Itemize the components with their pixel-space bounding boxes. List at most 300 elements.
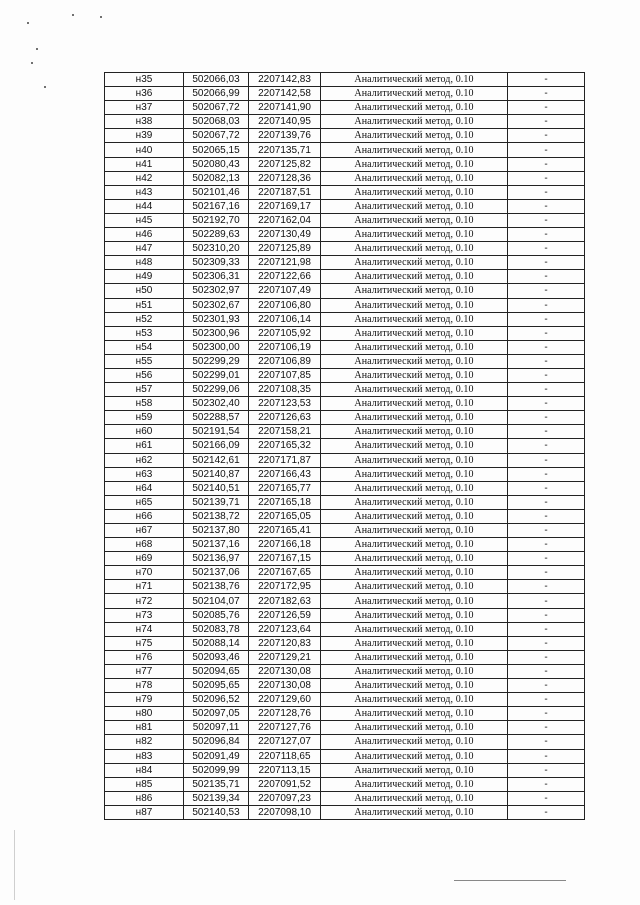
y-coordinate-cell: 2207106,89 — [249, 354, 321, 368]
table-row — [105, 157, 585, 171]
point-name-cell: н72 — [105, 594, 184, 608]
point-name-cell: н84 — [105, 763, 184, 777]
extra-cell: - — [508, 354, 585, 368]
point-name-cell: н39 — [105, 129, 184, 143]
x-coordinate-cell: 502137,80 — [184, 524, 249, 538]
x-coordinate-cell: 502306,31 — [184, 270, 249, 284]
table-row — [105, 101, 585, 115]
extra-cell: - — [508, 115, 585, 129]
x-coordinate-cell: 502138,72 — [184, 509, 249, 523]
point-name-cell: н50 — [105, 284, 184, 298]
x-coordinate-cell: 502082,13 — [184, 171, 249, 185]
point-name-cell: н78 — [105, 679, 184, 693]
y-coordinate-cell: 2207171,87 — [249, 453, 321, 467]
table-row — [105, 552, 585, 566]
y-coordinate-cell: 2207107,49 — [249, 284, 321, 298]
method-cell: Аналитический метод, 0.10 — [321, 453, 508, 467]
x-coordinate-cell: 502301,93 — [184, 312, 249, 326]
point-name-cell: н83 — [105, 749, 184, 763]
table-row — [105, 664, 585, 678]
y-coordinate-cell: 2207126,59 — [249, 608, 321, 622]
point-name-cell: н85 — [105, 777, 184, 791]
method-cell: Аналитический метод, 0.10 — [321, 481, 508, 495]
y-coordinate-cell: 2207130,08 — [249, 679, 321, 693]
y-coordinate-cell: 2207139,76 — [249, 129, 321, 143]
y-coordinate-cell: 2207187,51 — [249, 185, 321, 199]
method-cell: Аналитический метод, 0.10 — [321, 805, 508, 819]
x-coordinate-cell: 502138,76 — [184, 580, 249, 594]
table-row — [105, 679, 585, 693]
method-cell: Аналитический метод, 0.10 — [321, 368, 508, 382]
x-coordinate-cell: 502167,16 — [184, 199, 249, 213]
x-coordinate-cell: 502083,78 — [184, 622, 249, 636]
point-name-cell: н68 — [105, 538, 184, 552]
method-cell: Аналитический метод, 0.10 — [321, 340, 508, 354]
extra-cell: - — [508, 101, 585, 115]
extra-cell: - — [508, 73, 585, 87]
y-coordinate-cell: 2207108,35 — [249, 383, 321, 397]
point-name-cell: н65 — [105, 495, 184, 509]
table-row — [105, 439, 585, 453]
x-coordinate-cell: 502300,00 — [184, 340, 249, 354]
x-coordinate-cell: 502139,34 — [184, 791, 249, 805]
point-name-cell: н73 — [105, 608, 184, 622]
y-coordinate-cell: 2207113,15 — [249, 763, 321, 777]
y-coordinate-cell: 2207126,63 — [249, 411, 321, 425]
extra-cell: - — [508, 509, 585, 523]
point-name-cell: н44 — [105, 199, 184, 213]
method-cell: Аналитический метод, 0.10 — [321, 87, 508, 101]
extra-cell: - — [508, 552, 585, 566]
point-name-cell: н71 — [105, 580, 184, 594]
x-coordinate-cell: 502191,54 — [184, 425, 249, 439]
table-row — [105, 228, 585, 242]
method-cell: Аналитический метод, 0.10 — [321, 636, 508, 650]
table-row — [105, 721, 585, 735]
table-row — [105, 509, 585, 523]
method-cell: Аналитический метод, 0.10 — [321, 693, 508, 707]
method-cell: Аналитический метод, 0.10 — [321, 270, 508, 284]
y-coordinate-cell: 2207106,14 — [249, 312, 321, 326]
extra-cell: - — [508, 679, 585, 693]
method-cell: Аналитический метод, 0.10 — [321, 199, 508, 213]
table-row — [105, 495, 585, 509]
method-cell: Аналитический метод, 0.10 — [321, 171, 508, 185]
x-coordinate-cell: 502166,09 — [184, 439, 249, 453]
extra-cell: - — [508, 256, 585, 270]
table-row — [105, 87, 585, 101]
method-cell: Аналитический метод, 0.10 — [321, 552, 508, 566]
extra-cell: - — [508, 213, 585, 227]
x-coordinate-cell: 502096,84 — [184, 735, 249, 749]
point-name-cell: н63 — [105, 467, 184, 481]
table-row — [105, 312, 585, 326]
point-name-cell: н76 — [105, 650, 184, 664]
y-coordinate-cell: 2207135,71 — [249, 143, 321, 157]
extra-cell: - — [508, 580, 585, 594]
x-coordinate-cell: 502299,29 — [184, 354, 249, 368]
method-cell: Аналитический метод, 0.10 — [321, 439, 508, 453]
method-cell: Аналитический метод, 0.10 — [321, 467, 508, 481]
x-coordinate-cell: 502310,20 — [184, 242, 249, 256]
y-coordinate-cell: 2207121,98 — [249, 256, 321, 270]
point-name-cell: н79 — [105, 693, 184, 707]
y-coordinate-cell: 2207166,43 — [249, 467, 321, 481]
extra-cell: - — [508, 439, 585, 453]
method-cell: Аналитический метод, 0.10 — [321, 256, 508, 270]
x-coordinate-cell: 502066,03 — [184, 73, 249, 87]
y-coordinate-cell: 2207167,15 — [249, 552, 321, 566]
table-row — [105, 650, 585, 664]
table-row — [105, 524, 585, 538]
y-coordinate-cell: 2207105,92 — [249, 326, 321, 340]
point-name-cell: н64 — [105, 481, 184, 495]
y-coordinate-cell: 2207142,83 — [249, 73, 321, 87]
point-name-cell: н52 — [105, 312, 184, 326]
scan-speck — [27, 22, 29, 24]
method-cell: Аналитический метод, 0.10 — [321, 73, 508, 87]
method-cell: Аналитический метод, 0.10 — [321, 383, 508, 397]
y-coordinate-cell: 2207122,66 — [249, 270, 321, 284]
x-coordinate-cell: 502104,07 — [184, 594, 249, 608]
x-coordinate-cell: 502140,51 — [184, 481, 249, 495]
table-row — [105, 763, 585, 777]
x-coordinate-cell: 502097,05 — [184, 707, 249, 721]
y-coordinate-cell: 2207165,18 — [249, 495, 321, 509]
method-cell: Аналитический метод, 0.10 — [321, 679, 508, 693]
scan-speck — [100, 16, 102, 18]
extra-cell: - — [508, 326, 585, 340]
x-coordinate-cell: 502136,97 — [184, 552, 249, 566]
table-row — [105, 256, 585, 270]
point-name-cell: н42 — [105, 171, 184, 185]
point-name-cell: н37 — [105, 101, 184, 115]
method-cell: Аналитический метод, 0.10 — [321, 594, 508, 608]
table-row — [105, 185, 585, 199]
table-row — [105, 354, 585, 368]
table-row — [105, 805, 585, 819]
coordinates-table-body — [105, 73, 585, 820]
footer-rule — [454, 880, 566, 881]
extra-cell: - — [508, 298, 585, 312]
x-coordinate-cell: 502099,99 — [184, 763, 249, 777]
x-coordinate-cell: 502142,61 — [184, 453, 249, 467]
method-cell: Аналитический метод, 0.10 — [321, 326, 508, 340]
table-row — [105, 622, 585, 636]
extra-cell: - — [508, 383, 585, 397]
extra-cell: - — [508, 707, 585, 721]
x-coordinate-cell: 502309,33 — [184, 256, 249, 270]
table-row — [105, 284, 585, 298]
x-coordinate-cell: 502289,63 — [184, 228, 249, 242]
table-row — [105, 453, 585, 467]
method-cell: Аналитический метод, 0.10 — [321, 622, 508, 636]
y-coordinate-cell: 2207118,65 — [249, 749, 321, 763]
method-cell: Аналитический метод, 0.10 — [321, 143, 508, 157]
x-coordinate-cell: 502302,40 — [184, 397, 249, 411]
extra-cell: - — [508, 411, 585, 425]
x-coordinate-cell: 502091,49 — [184, 749, 249, 763]
y-coordinate-cell: 2207141,90 — [249, 101, 321, 115]
extra-cell: - — [508, 143, 585, 157]
extra-cell: - — [508, 242, 585, 256]
extra-cell: - — [508, 129, 585, 143]
table-row — [105, 115, 585, 129]
y-coordinate-cell: 2207129,60 — [249, 693, 321, 707]
y-coordinate-cell: 2207166,18 — [249, 538, 321, 552]
table-row — [105, 481, 585, 495]
extra-cell: - — [508, 735, 585, 749]
table-row — [105, 735, 585, 749]
method-cell: Аналитический метод, 0.10 — [321, 509, 508, 523]
table-row — [105, 242, 585, 256]
x-coordinate-cell: 502299,06 — [184, 383, 249, 397]
y-coordinate-cell: 2207106,80 — [249, 298, 321, 312]
x-coordinate-cell: 502068,03 — [184, 115, 249, 129]
table-row — [105, 397, 585, 411]
x-coordinate-cell: 502067,72 — [184, 129, 249, 143]
table-row — [105, 368, 585, 382]
y-coordinate-cell: 2207128,36 — [249, 171, 321, 185]
point-name-cell: н81 — [105, 721, 184, 735]
x-coordinate-cell: 502302,67 — [184, 298, 249, 312]
x-coordinate-cell: 502097,11 — [184, 721, 249, 735]
point-name-cell: н80 — [105, 707, 184, 721]
y-coordinate-cell: 2207130,49 — [249, 228, 321, 242]
point-name-cell: н45 — [105, 213, 184, 227]
extra-cell: - — [508, 594, 585, 608]
method-cell: Аналитический метод, 0.10 — [321, 411, 508, 425]
extra-cell: - — [508, 721, 585, 735]
point-name-cell: н46 — [105, 228, 184, 242]
y-coordinate-cell: 2207125,89 — [249, 242, 321, 256]
method-cell: Аналитический метод, 0.10 — [321, 538, 508, 552]
y-coordinate-cell: 2207125,82 — [249, 157, 321, 171]
extra-cell: - — [508, 622, 585, 636]
y-coordinate-cell: 2207162,04 — [249, 213, 321, 227]
y-coordinate-cell: 2207098,10 — [249, 805, 321, 819]
point-name-cell: н40 — [105, 143, 184, 157]
point-name-cell: н77 — [105, 664, 184, 678]
x-coordinate-cell: 502080,43 — [184, 157, 249, 171]
method-cell: Аналитический метод, 0.10 — [321, 228, 508, 242]
method-cell: Аналитический метод, 0.10 — [321, 580, 508, 594]
method-cell: Аналитический метод, 0.10 — [321, 157, 508, 171]
method-cell: Аналитический метод, 0.10 — [321, 777, 508, 791]
table-row — [105, 340, 585, 354]
scan-speck — [31, 62, 33, 64]
point-name-cell: н48 — [105, 256, 184, 270]
x-coordinate-cell: 502288,57 — [184, 411, 249, 425]
table-row — [105, 636, 585, 650]
extra-cell: - — [508, 566, 585, 580]
x-coordinate-cell: 502300,96 — [184, 326, 249, 340]
y-coordinate-cell: 2207165,77 — [249, 481, 321, 495]
method-cell: Аналитический метод, 0.10 — [321, 425, 508, 439]
y-coordinate-cell: 2207140,95 — [249, 115, 321, 129]
point-name-cell: н75 — [105, 636, 184, 650]
method-cell: Аналитический метод, 0.10 — [321, 101, 508, 115]
extra-cell: - — [508, 312, 585, 326]
point-name-cell: н67 — [105, 524, 184, 538]
extra-cell: - — [508, 157, 585, 171]
extra-cell: - — [508, 284, 585, 298]
table-row — [105, 270, 585, 284]
y-coordinate-cell: 2207127,07 — [249, 735, 321, 749]
coordinates-table — [104, 72, 585, 820]
point-name-cell: н56 — [105, 368, 184, 382]
point-name-cell: н70 — [105, 566, 184, 580]
x-coordinate-cell: 502302,97 — [184, 284, 249, 298]
point-name-cell: н86 — [105, 791, 184, 805]
y-coordinate-cell: 2207123,64 — [249, 622, 321, 636]
table-row — [105, 298, 585, 312]
point-name-cell: н43 — [105, 185, 184, 199]
y-coordinate-cell: 2207169,17 — [249, 199, 321, 213]
point-name-cell: н47 — [105, 242, 184, 256]
extra-cell: - — [508, 368, 585, 382]
point-name-cell: н38 — [105, 115, 184, 129]
method-cell: Аналитический метод, 0.10 — [321, 721, 508, 735]
extra-cell: - — [508, 749, 585, 763]
extra-cell: - — [508, 228, 585, 242]
extra-cell: - — [508, 171, 585, 185]
method-cell: Аналитический метод, 0.10 — [321, 791, 508, 805]
method-cell: Аналитический метод, 0.10 — [321, 129, 508, 143]
x-coordinate-cell: 502094,65 — [184, 664, 249, 678]
scan-speck — [44, 86, 46, 88]
extra-cell: - — [508, 397, 585, 411]
point-name-cell: н54 — [105, 340, 184, 354]
x-coordinate-cell: 502093,46 — [184, 650, 249, 664]
x-coordinate-cell: 502140,87 — [184, 467, 249, 481]
method-cell: Аналитический метод, 0.10 — [321, 495, 508, 509]
scan-edge-shadow — [14, 830, 15, 900]
extra-cell: - — [508, 763, 585, 777]
scan-speck — [72, 14, 74, 16]
extra-cell: - — [508, 538, 585, 552]
table-row — [105, 580, 585, 594]
y-coordinate-cell: 2207123,53 — [249, 397, 321, 411]
method-cell: Аналитический метод, 0.10 — [321, 650, 508, 664]
method-cell: Аналитический метод, 0.10 — [321, 763, 508, 777]
point-name-cell: н58 — [105, 397, 184, 411]
table-row — [105, 143, 585, 157]
table-row — [105, 73, 585, 87]
table-row — [105, 538, 585, 552]
method-cell: Аналитический метод, 0.10 — [321, 608, 508, 622]
method-cell: Аналитический метод, 0.10 — [321, 312, 508, 326]
point-name-cell: н49 — [105, 270, 184, 284]
table-row — [105, 383, 585, 397]
point-name-cell: н35 — [105, 73, 184, 87]
point-name-cell: н36 — [105, 87, 184, 101]
table-row — [105, 425, 585, 439]
x-coordinate-cell: 502137,06 — [184, 566, 249, 580]
point-name-cell: н82 — [105, 735, 184, 749]
method-cell: Аналитический метод, 0.10 — [321, 284, 508, 298]
extra-cell: - — [508, 481, 585, 495]
method-cell: Аналитический метод, 0.10 — [321, 566, 508, 580]
y-coordinate-cell: 2207182,63 — [249, 594, 321, 608]
y-coordinate-cell: 2207106,19 — [249, 340, 321, 354]
point-name-cell: н66 — [105, 509, 184, 523]
x-coordinate-cell: 502088,14 — [184, 636, 249, 650]
extra-cell: - — [508, 693, 585, 707]
table-row — [105, 777, 585, 791]
method-cell: Аналитический метод, 0.10 — [321, 664, 508, 678]
table-row — [105, 326, 585, 340]
extra-cell: - — [508, 185, 585, 199]
point-name-cell: н57 — [105, 383, 184, 397]
point-name-cell: н74 — [105, 622, 184, 636]
x-coordinate-cell: 502096,52 — [184, 693, 249, 707]
method-cell: Аналитический метод, 0.10 — [321, 213, 508, 227]
x-coordinate-cell: 502137,16 — [184, 538, 249, 552]
extra-cell: - — [508, 340, 585, 354]
y-coordinate-cell: 2207165,32 — [249, 439, 321, 453]
extra-cell: - — [508, 791, 585, 805]
point-name-cell: н55 — [105, 354, 184, 368]
y-coordinate-cell: 2207120,83 — [249, 636, 321, 650]
scan-speck — [36, 48, 38, 50]
y-coordinate-cell: 2207172,95 — [249, 580, 321, 594]
point-name-cell: н53 — [105, 326, 184, 340]
y-coordinate-cell: 2207097,23 — [249, 791, 321, 805]
x-coordinate-cell: 502139,71 — [184, 495, 249, 509]
extra-cell: - — [508, 777, 585, 791]
x-coordinate-cell: 502067,72 — [184, 101, 249, 115]
extra-cell: - — [508, 453, 585, 467]
extra-cell: - — [508, 87, 585, 101]
y-coordinate-cell: 2207107,85 — [249, 368, 321, 382]
x-coordinate-cell: 502140,53 — [184, 805, 249, 819]
y-coordinate-cell: 2207142,58 — [249, 87, 321, 101]
method-cell: Аналитический метод, 0.10 — [321, 115, 508, 129]
y-coordinate-cell: 2207165,41 — [249, 524, 321, 538]
y-coordinate-cell: 2207158,21 — [249, 425, 321, 439]
point-name-cell: н59 — [105, 411, 184, 425]
x-coordinate-cell: 502095,65 — [184, 679, 249, 693]
table-row — [105, 608, 585, 622]
y-coordinate-cell: 2207167,65 — [249, 566, 321, 580]
method-cell: Аналитический метод, 0.10 — [321, 185, 508, 199]
table-row — [105, 129, 585, 143]
x-coordinate-cell: 502101,46 — [184, 185, 249, 199]
x-coordinate-cell: 502065,15 — [184, 143, 249, 157]
table-row — [105, 199, 585, 213]
x-coordinate-cell: 502135,71 — [184, 777, 249, 791]
point-name-cell: н87 — [105, 805, 184, 819]
table-row — [105, 693, 585, 707]
table-row — [105, 171, 585, 185]
point-name-cell: н51 — [105, 298, 184, 312]
extra-cell: - — [508, 270, 585, 284]
x-coordinate-cell: 502066,99 — [184, 87, 249, 101]
y-coordinate-cell: 2207127,76 — [249, 721, 321, 735]
y-coordinate-cell: 2207129,21 — [249, 650, 321, 664]
x-coordinate-cell: 502085,76 — [184, 608, 249, 622]
table-row — [105, 467, 585, 481]
extra-cell: - — [508, 524, 585, 538]
point-name-cell: н41 — [105, 157, 184, 171]
method-cell: Аналитический метод, 0.10 — [321, 749, 508, 763]
extra-cell: - — [508, 636, 585, 650]
x-coordinate-cell: 502299,01 — [184, 368, 249, 382]
extra-cell: - — [508, 467, 585, 481]
table-row — [105, 213, 585, 227]
method-cell: Аналитический метод, 0.10 — [321, 397, 508, 411]
